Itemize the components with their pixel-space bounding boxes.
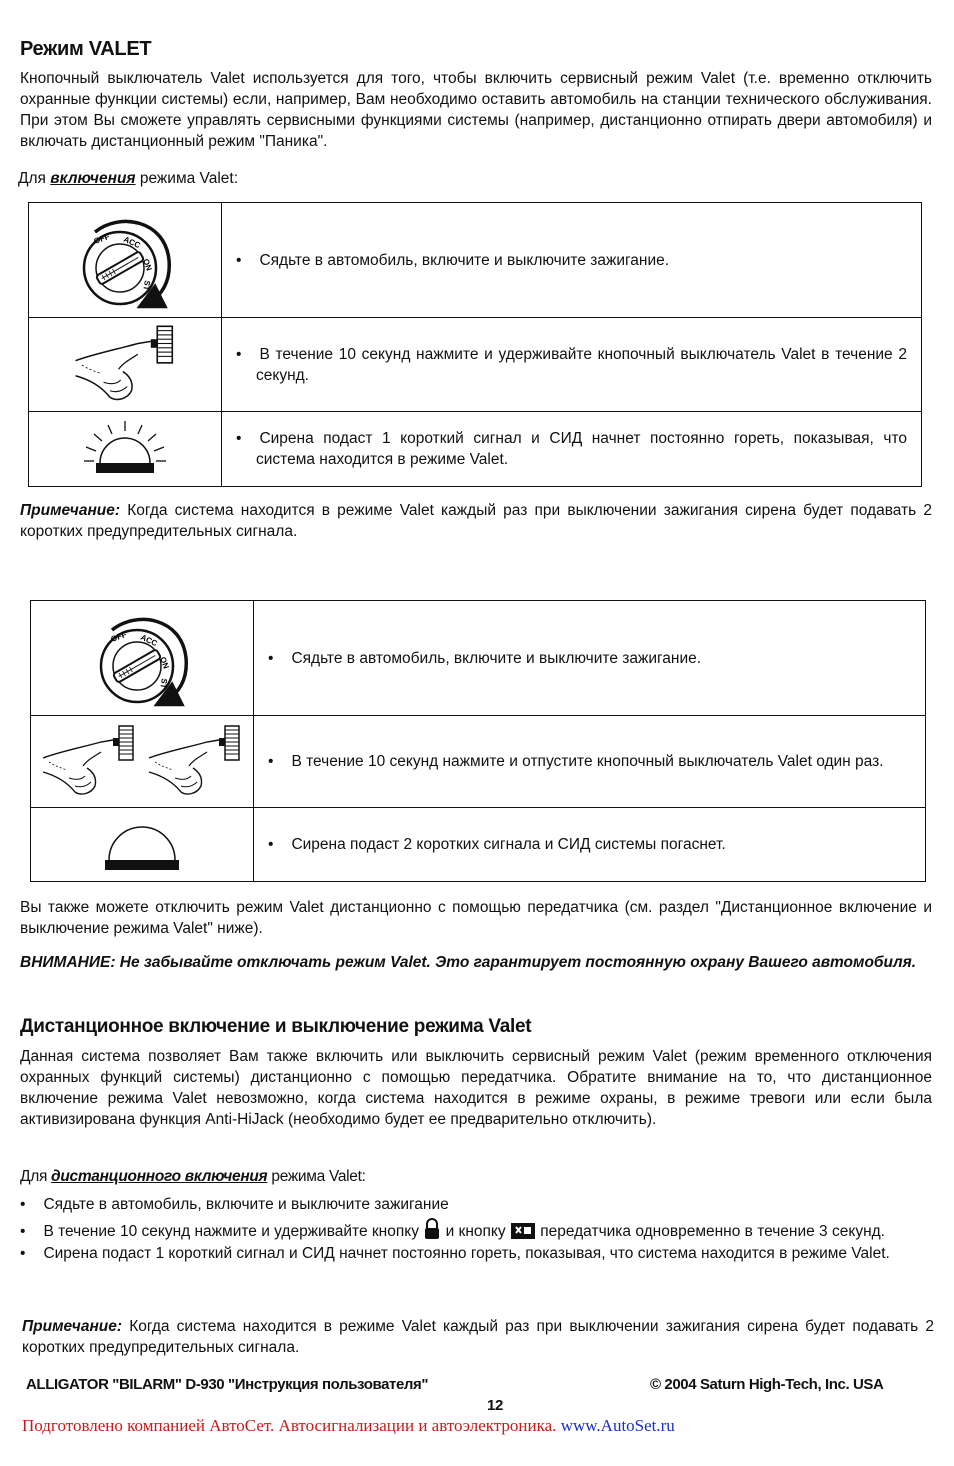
step-text-cell: • Сирена подаст 1 короткий сигнал и СИД начнет постоянно гореть, показывая, что система находится в режиме Valet.: [222, 412, 922, 487]
list-item: • Сядьте в автомобиль, включите и выключите зажигание: [20, 1196, 449, 1213]
warning-paragraph: ВНИМАНИЕ: Не забывайте отключать режим Valet. Это гарантирует постоянную охрану Вашего автомобиля.: [20, 954, 917, 971]
ignition-key-icon: [65, 210, 185, 310]
page-number: 12: [487, 1397, 503, 1414]
step-text-cell: • В течение 10 секунд нажмите и отпустите кнопочный выключатель Valet один раз.: [254, 716, 926, 808]
list-item: • В течение 10 секунд нажмите и удерживайте кнопку и кнопку передатчика одновременно в течение 3 секунд.: [20, 1218, 938, 1242]
step-picture-cell: [31, 601, 254, 716]
table-row: [29, 412, 922, 487]
lock-button-icon: [423, 1218, 441, 1240]
step-picture-cell: [29, 203, 222, 318]
table-row: [31, 716, 926, 808]
table-row: [29, 203, 922, 318]
remote-info-paragraph: Вы также можете отключить режим Valet дистанционно с помощью передатчика (см. раздел "Дистанционное включение и выключение режима Valet" ниже).: [20, 899, 932, 937]
autoset-link[interactable]: www.AutoSet.ru: [560, 1416, 675, 1435]
remote-heading: Для дистанционного включения режима Valet:: [20, 1168, 366, 1185]
hand-press-release-icon: [31, 721, 253, 803]
footer-right: © 2004 Saturn High-Tech, Inc. USA: [650, 1376, 884, 1393]
car-trunk-button-icon: [510, 1222, 536, 1240]
led-off-icon: [87, 814, 197, 876]
step-text-cell: • Сирена подаст 2 коротких сигнала и СИД системы погаснет.: [254, 808, 926, 882]
step-picture-cell: [29, 318, 222, 412]
note-paragraph: Примечание: Когда система находится в режиме Valet каждый раз при выключении зажигания сирена будет подавать 2 коротких предупредительных сигнала.: [22, 1318, 934, 1356]
section-paragraph: Данная система позволяет Вам также включить или выключить сервисный режим Valet (режим временного отключения охранных функций системы) дистанционно с помощью передатчика. Обратите внимание на то, что дистанционное включение режима Valet невозможно, когда система находится в режиме охраны, в режиме тревоги или если была активизирована функция Anti-HiJack (необходимо будет ее предварительно отключить).: [20, 1048, 932, 1128]
step-text-cell: • В течение 10 секунд нажмите и удерживайте кнопочный выключатель Valet в течение 2 секунд.: [222, 318, 922, 412]
step-text-cell: • Сядьте в автомобиль, включите и выключите зажигание.: [222, 203, 922, 318]
remote-steps-list: [20, 1194, 938, 1264]
hand-pressing-valet-button-icon: [70, 322, 180, 408]
list-item: • Сирена подаст 1 короткий сигнал и СИД начнет постоянно гореть, показывая, что система находится в режиме Valet.: [20, 1245, 890, 1262]
intro-paragraph: Кнопочный выключатель Valet используется для того, чтобы включить сервисный режим Valet (т.е. временно отключить охранные функции системы) если, например, Вам необходимо оставить автомобиль на станции технического обслуживания. При этом Вы сможете управлять сервисными функциями системы (например, дистанционно отпирать двери автомобиля) и включать дистанционный режим "Паника".: [20, 70, 932, 150]
page-title: Режим VALET: [20, 38, 152, 60]
step-text-cell: • Сядьте в автомобиль, включите и выключите зажигание.: [254, 601, 926, 716]
credit-line: Подготовлено компанией АвтоСет. Автосигнализации и автоэлектроника. www.AutoSet.ru: [22, 1416, 675, 1435]
ignition-key-icon: [82, 608, 202, 708]
step-picture-cell: [31, 716, 254, 808]
step-picture-cell: [29, 412, 222, 487]
enable-steps-table: [28, 202, 922, 487]
table-row: [31, 808, 926, 882]
table-row: [29, 318, 922, 412]
led-on-icon: [70, 417, 180, 481]
disable-steps-table: [30, 600, 926, 882]
step-picture-cell: [31, 808, 254, 882]
enable-heading: Для включения режима Valet:: [18, 170, 239, 187]
footer-left: ALLIGATOR "BILARM" D-930 "Инструкция пользователя": [26, 1376, 429, 1393]
table-row: [31, 601, 926, 716]
note-paragraph: Примечание: Когда система находится в режиме Valet каждый раз при выключении зажигания сирена будет подавать 2 коротких предупредительных сигнала.: [20, 502, 932, 540]
section-title: Дистанционное включение и выключение режима Valet: [20, 1016, 532, 1037]
